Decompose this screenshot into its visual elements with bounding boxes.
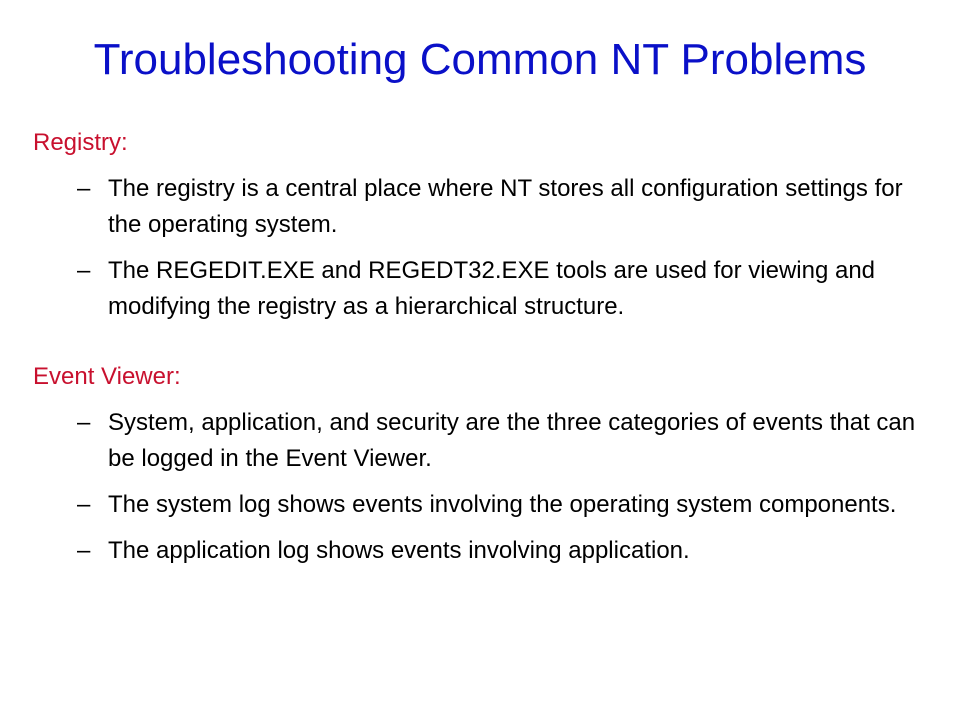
bullet-text: The registry is a central place where NT stores all configuration settings for the operating system. (108, 175, 903, 238)
section-heading-registry: Registry: (33, 129, 128, 156)
dash-icon: – (77, 491, 91, 518)
bullet-item (33, 487, 933, 523)
slide-title: Troubleshooting Common NT Problems (93, 35, 867, 84)
bullet-text: System, application, and security are the three categories of events that can be logged in the Event Viewer. (108, 409, 916, 472)
bullet-item (33, 405, 933, 477)
bullet-item (33, 533, 933, 569)
dash-icon: – (77, 257, 91, 284)
bullet-item (33, 253, 933, 325)
section-heading-event-viewer: Event Viewer: (33, 363, 181, 390)
dash-icon: – (77, 537, 91, 564)
dash-icon: – (77, 409, 91, 436)
bullet-text: The system log shows events involving the operating system components. (108, 491, 897, 518)
dash-icon: – (77, 175, 91, 202)
bullet-text: The REGEDIT.EXE and REGEDT32.EXE tools are used for viewing and modifying the registry as a hierarchical structure. (108, 257, 876, 320)
slide-content (33, 125, 933, 569)
bullet-item (33, 171, 933, 243)
bullet-text: The application log shows events involving application. (108, 537, 690, 564)
section-spacer (33, 325, 933, 359)
